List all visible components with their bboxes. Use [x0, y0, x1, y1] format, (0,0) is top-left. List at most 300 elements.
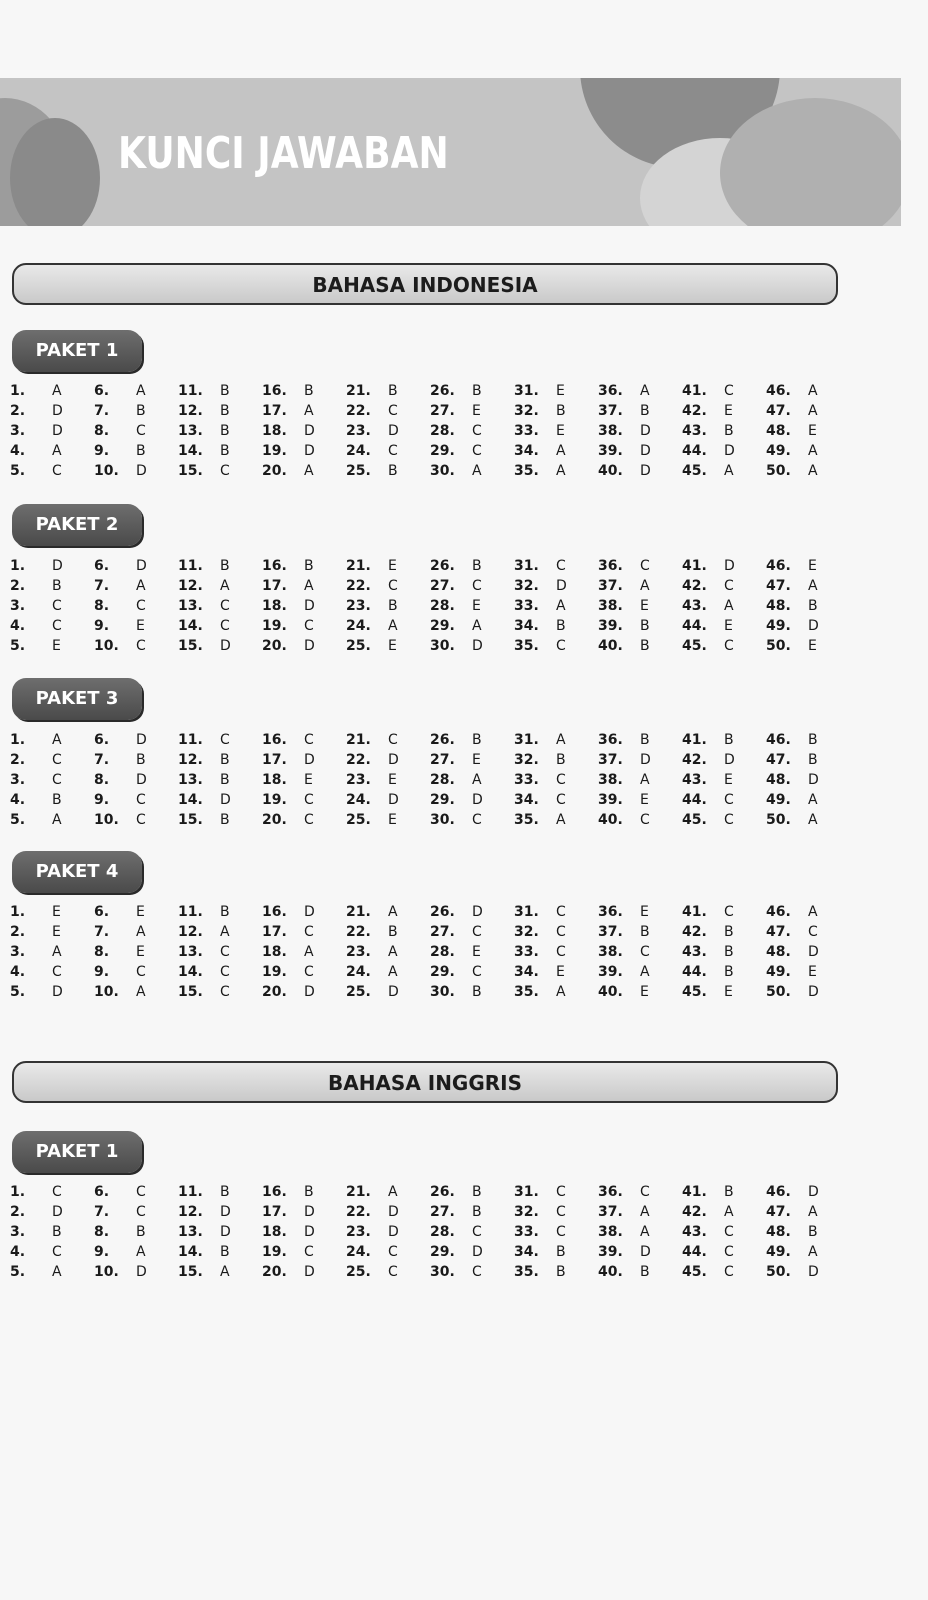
answer-letter: A — [388, 944, 398, 960]
question-number: 38. — [598, 944, 623, 960]
answer-item — [766, 962, 817, 982]
question-number: 48. — [766, 944, 791, 960]
answer-item — [430, 810, 482, 830]
question-number: 16. — [262, 383, 287, 399]
answer-item — [262, 982, 315, 1002]
answer-item — [766, 1242, 818, 1262]
question-number: 38. — [598, 1224, 623, 1240]
answer-item — [430, 730, 482, 750]
question-number: 12. — [178, 1204, 203, 1220]
answer-item — [94, 1262, 147, 1282]
question-number: 36. — [598, 732, 623, 748]
answer-item — [682, 942, 734, 962]
question-number: 4. — [10, 964, 26, 980]
question-number: 47. — [766, 752, 791, 768]
answer-item — [10, 790, 62, 810]
question-number: 12. — [178, 752, 203, 768]
question-number: 8. — [94, 944, 110, 960]
question-number: 21. — [346, 904, 371, 920]
question-number: 45. — [682, 638, 707, 654]
question-number: 13. — [178, 423, 203, 439]
answer-letter: B — [556, 403, 566, 419]
question-number: 22. — [346, 1204, 371, 1220]
answer-letter: B — [724, 423, 734, 439]
answer-item — [262, 1202, 315, 1222]
banner-blob — [10, 118, 100, 226]
answer-letter: E — [808, 423, 817, 439]
answer-letter: B — [556, 1244, 566, 1260]
answer-letter: B — [136, 403, 146, 419]
question-number: 14. — [178, 618, 203, 634]
answer-letter: E — [808, 964, 817, 980]
answer-item — [178, 616, 230, 636]
question-number: 24. — [346, 443, 371, 459]
answer-letter: D — [472, 904, 483, 920]
answer-item — [346, 810, 397, 830]
answer-item — [346, 902, 398, 922]
question-number: 18. — [262, 423, 287, 439]
answer-letter: C — [640, 944, 650, 960]
answer-item — [346, 982, 399, 1002]
question-number: 20. — [262, 812, 287, 828]
question-number: 34. — [514, 618, 539, 634]
question-number: 39. — [598, 792, 623, 808]
answer-item — [598, 576, 650, 596]
answer-item — [94, 750, 146, 770]
answer-item — [10, 556, 63, 576]
answer-item — [766, 421, 817, 441]
question-number: 24. — [346, 964, 371, 980]
answer-letter: C — [556, 1184, 566, 1200]
answer-item — [262, 730, 314, 750]
answer-letter: B — [808, 732, 818, 748]
answer-letter: A — [52, 944, 62, 960]
question-number: 25. — [346, 638, 371, 654]
question-number: 9. — [94, 1244, 110, 1260]
question-number: 24. — [346, 792, 371, 808]
question-number: 3. — [10, 944, 26, 960]
answer-letter: C — [556, 558, 566, 574]
answer-item — [178, 1182, 230, 1202]
answer-letter: D — [220, 1204, 231, 1220]
question-number: 40. — [598, 984, 623, 1000]
answer-item — [262, 441, 315, 461]
answer-letter: C — [640, 558, 650, 574]
question-number: 39. — [598, 443, 623, 459]
question-number: 35. — [514, 1264, 539, 1280]
answer-item — [682, 441, 735, 461]
question-number: 2. — [10, 578, 26, 594]
answer-item — [430, 616, 482, 636]
question-number: 27. — [430, 403, 455, 419]
question-number: 33. — [514, 944, 539, 960]
answer-item — [262, 556, 314, 576]
answer-item — [766, 381, 818, 401]
question-number: 50. — [766, 638, 791, 654]
answer-item — [682, 596, 734, 616]
question-number: 10. — [94, 1264, 119, 1280]
question-number: 42. — [682, 403, 707, 419]
question-number: 33. — [514, 423, 539, 439]
answer-item — [766, 441, 818, 461]
answer-letter: D — [304, 984, 315, 1000]
answer-letter: B — [220, 772, 230, 788]
answer-letter: E — [52, 638, 61, 654]
answer-letter: D — [640, 752, 651, 768]
question-number: 18. — [262, 772, 287, 788]
answer-letter: D — [808, 1264, 819, 1280]
question-number: 21. — [346, 1184, 371, 1200]
answer-letter: C — [388, 1244, 398, 1260]
question-number: 4. — [10, 792, 26, 808]
answer-item — [262, 1182, 314, 1202]
question-number: 35. — [514, 984, 539, 1000]
answer-letter: E — [136, 904, 145, 920]
question-number: 11. — [178, 904, 203, 920]
answer-letter: B — [808, 1224, 818, 1240]
question-number: 1. — [10, 558, 26, 574]
answer-item — [10, 441, 62, 461]
answer-item — [766, 401, 818, 421]
answer-item — [346, 1182, 398, 1202]
answer-letter: A — [220, 924, 230, 940]
question-number: 30. — [430, 812, 455, 828]
answer-item — [598, 421, 651, 441]
answer-letter: C — [304, 1244, 314, 1260]
question-number: 14. — [178, 1244, 203, 1260]
question-number: 29. — [430, 792, 455, 808]
answer-item — [430, 576, 482, 596]
question-number: 47. — [766, 1204, 791, 1220]
answer-letter: E — [136, 944, 145, 960]
answer-item — [682, 790, 734, 810]
answer-item — [178, 750, 230, 770]
answer-letter: C — [52, 1184, 62, 1200]
answer-letter: A — [808, 1244, 818, 1260]
answer-letter: B — [220, 443, 230, 459]
answer-item — [430, 421, 482, 441]
answer-letter: A — [136, 924, 146, 940]
question-number: 32. — [514, 578, 539, 594]
answer-letter: B — [556, 752, 566, 768]
answer-item — [430, 381, 482, 401]
answer-letter: C — [304, 618, 314, 634]
answer-letter: D — [304, 1204, 315, 1220]
answer-item — [766, 730, 818, 750]
answer-letter: A — [640, 383, 650, 399]
question-number: 47. — [766, 578, 791, 594]
answer-item — [262, 750, 315, 770]
answer-item — [598, 982, 649, 1002]
answer-item — [10, 1262, 62, 1282]
answer-letter: B — [388, 598, 398, 614]
question-number: 37. — [598, 403, 623, 419]
answer-letter: C — [304, 964, 314, 980]
question-number: 7. — [94, 1204, 110, 1220]
question-number: 31. — [514, 904, 539, 920]
question-number: 16. — [262, 558, 287, 574]
answer-item — [682, 750, 735, 770]
answer-item — [262, 1222, 315, 1242]
question-number: 43. — [682, 772, 707, 788]
answer-letter: C — [724, 1244, 734, 1260]
question-number: 33. — [514, 598, 539, 614]
question-number: 10. — [94, 984, 119, 1000]
question-number: 17. — [262, 752, 287, 768]
answer-letter: D — [304, 598, 315, 614]
answer-item — [262, 461, 314, 481]
answer-item — [346, 381, 398, 401]
question-number: 50. — [766, 812, 791, 828]
answer-letter: A — [556, 463, 566, 479]
question-number: 4. — [10, 1244, 26, 1260]
answer-item — [766, 790, 818, 810]
answer-letter: A — [724, 598, 734, 614]
answer-item — [598, 730, 650, 750]
question-number: 7. — [94, 578, 110, 594]
subject-header-bahasa-indonesia — [12, 263, 838, 305]
question-number: 37. — [598, 1204, 623, 1220]
answer-item — [178, 922, 230, 942]
answer-letter: B — [472, 1184, 482, 1200]
answer-letter: C — [472, 812, 482, 828]
question-number: 8. — [94, 423, 110, 439]
question-number: 32. — [514, 403, 539, 419]
answer-item — [598, 441, 651, 461]
answer-item — [94, 730, 147, 750]
answer-letter: B — [52, 792, 62, 808]
question-number: 12. — [178, 924, 203, 940]
answer-letter: A — [640, 1224, 650, 1240]
answer-item — [766, 576, 818, 596]
answer-item — [346, 401, 398, 421]
question-number: 41. — [682, 558, 707, 574]
answer-letter: A — [136, 1244, 146, 1260]
answer-item — [346, 576, 398, 596]
answer-item — [346, 1262, 398, 1282]
answer-letter: C — [388, 403, 398, 419]
answer-item — [682, 576, 734, 596]
answer-item — [514, 750, 566, 770]
question-number: 10. — [94, 463, 119, 479]
answer-letter: A — [556, 984, 566, 1000]
answer-item — [94, 616, 145, 636]
answer-item — [430, 1262, 482, 1282]
question-number: 27. — [430, 1204, 455, 1220]
answer-item — [430, 942, 481, 962]
answer-letter: B — [724, 964, 734, 980]
question-number: 49. — [766, 1244, 791, 1260]
answer-item — [430, 556, 482, 576]
answer-item — [262, 902, 315, 922]
question-number: 43. — [682, 598, 707, 614]
question-number: 49. — [766, 443, 791, 459]
question-number: 37. — [598, 924, 623, 940]
answer-item — [94, 770, 147, 790]
question-number: 46. — [766, 1184, 791, 1200]
subject-title: BAHASA INGGRIS — [327, 1071, 523, 1095]
answer-item — [514, 441, 566, 461]
answer-letter: A — [724, 463, 734, 479]
question-number: 16. — [262, 732, 287, 748]
answer-item — [10, 636, 61, 656]
answer-item — [346, 790, 399, 810]
answer-letter: D — [472, 1244, 483, 1260]
question-number: 13. — [178, 772, 203, 788]
answer-letter: B — [220, 752, 230, 768]
question-number: 36. — [598, 1184, 623, 1200]
answer-item — [10, 1222, 62, 1242]
question-number: 19. — [262, 964, 287, 980]
answer-letter: B — [220, 423, 230, 439]
question-number: 18. — [262, 598, 287, 614]
question-number: 50. — [766, 463, 791, 479]
answer-item — [346, 730, 398, 750]
answer-item — [514, 810, 566, 830]
answer-item — [262, 576, 314, 596]
answer-item — [10, 596, 62, 616]
answer-item — [262, 1242, 314, 1262]
answer-item — [10, 1182, 62, 1202]
question-number: 49. — [766, 964, 791, 980]
answer-letter: C — [556, 638, 566, 654]
answer-grid — [10, 902, 840, 1002]
answer-letter: C — [220, 732, 230, 748]
question-number: 40. — [598, 463, 623, 479]
answer-item — [766, 942, 819, 962]
question-number: 37. — [598, 578, 623, 594]
question-number: 18. — [262, 944, 287, 960]
question-number: 36. — [598, 383, 623, 399]
answer-item — [430, 1222, 482, 1242]
answer-item — [682, 556, 735, 576]
answer-item — [178, 982, 230, 1002]
answer-item — [598, 616, 650, 636]
answer-item — [430, 922, 482, 942]
answer-letter: C — [472, 423, 482, 439]
answer-letter: E — [136, 618, 145, 634]
answer-letter: C — [724, 812, 734, 828]
question-number: 25. — [346, 463, 371, 479]
question-number: 7. — [94, 752, 110, 768]
answer-letter: C — [136, 598, 146, 614]
question-number: 30. — [430, 463, 455, 479]
question-number: 6. — [94, 732, 110, 748]
question-number: 49. — [766, 618, 791, 634]
question-number: 26. — [430, 383, 455, 399]
answer-letter: C — [52, 772, 62, 788]
answer-letter: C — [304, 792, 314, 808]
question-number: 33. — [514, 1224, 539, 1240]
answer-letter: B — [640, 732, 650, 748]
question-number: 46. — [766, 732, 791, 748]
answer-letter: C — [304, 924, 314, 940]
answer-item — [94, 461, 147, 481]
answer-letter: A — [640, 772, 650, 788]
answer-item — [766, 636, 817, 656]
question-number: 27. — [430, 752, 455, 768]
question-number: 20. — [262, 1264, 287, 1280]
question-number: 22. — [346, 752, 371, 768]
answer-letter: A — [136, 984, 146, 1000]
answer-item — [94, 401, 146, 421]
question-number: 42. — [682, 752, 707, 768]
answer-letter: D — [724, 443, 735, 459]
answer-letter: C — [556, 944, 566, 960]
question-number: 14. — [178, 964, 203, 980]
question-number: 23. — [346, 772, 371, 788]
answer-item — [598, 922, 650, 942]
answer-item — [10, 750, 62, 770]
answer-letter: A — [388, 904, 398, 920]
answer-item — [514, 461, 566, 481]
question-number: 40. — [598, 1264, 623, 1280]
answer-letter: C — [136, 1184, 146, 1200]
answer-item — [178, 770, 230, 790]
answer-item — [178, 461, 230, 481]
question-number: 15. — [178, 463, 203, 479]
answer-letter: A — [220, 578, 230, 594]
question-number: 38. — [598, 423, 623, 439]
question-number: 19. — [262, 443, 287, 459]
question-number: 25. — [346, 984, 371, 1000]
question-number: 45. — [682, 1264, 707, 1280]
answer-letter: B — [220, 904, 230, 920]
answer-item — [514, 401, 566, 421]
answer-letter: C — [472, 1224, 482, 1240]
answer-item — [94, 1222, 146, 1242]
answer-item — [766, 770, 819, 790]
answer-item — [682, 770, 733, 790]
question-number: 32. — [514, 752, 539, 768]
answer-letter: E — [724, 403, 733, 419]
answer-letter: D — [640, 423, 651, 439]
question-number: 44. — [682, 964, 707, 980]
question-number: 9. — [94, 792, 110, 808]
answer-item — [514, 1222, 566, 1242]
question-number: 29. — [430, 618, 455, 634]
answer-letter: B — [724, 924, 734, 940]
answer-letter: A — [808, 812, 818, 828]
paket-badge: PAKET 3 — [12, 678, 142, 720]
answer-item — [430, 902, 483, 922]
answer-item — [766, 750, 818, 770]
answer-letter: D — [808, 618, 819, 634]
answer-letter: E — [388, 812, 397, 828]
answer-letter: A — [808, 463, 818, 479]
question-number: 41. — [682, 1184, 707, 1200]
question-number: 28. — [430, 598, 455, 614]
question-number: 34. — [514, 443, 539, 459]
question-number: 48. — [766, 423, 791, 439]
answer-letter: C — [724, 792, 734, 808]
answer-item — [514, 381, 565, 401]
answer-letter: D — [136, 1264, 147, 1280]
answer-item — [94, 790, 146, 810]
answer-item — [514, 902, 566, 922]
answer-letter: B — [220, 403, 230, 419]
question-number: 26. — [430, 558, 455, 574]
paket-badge: PAKET 2 — [12, 504, 142, 546]
answer-letter: D — [304, 423, 315, 439]
paket-badge: PAKET 1 — [12, 330, 142, 372]
answer-item — [94, 636, 146, 656]
question-number: 12. — [178, 578, 203, 594]
answer-item — [178, 942, 230, 962]
answer-letter: B — [388, 383, 398, 399]
question-number: 47. — [766, 924, 791, 940]
answer-item — [682, 636, 734, 656]
